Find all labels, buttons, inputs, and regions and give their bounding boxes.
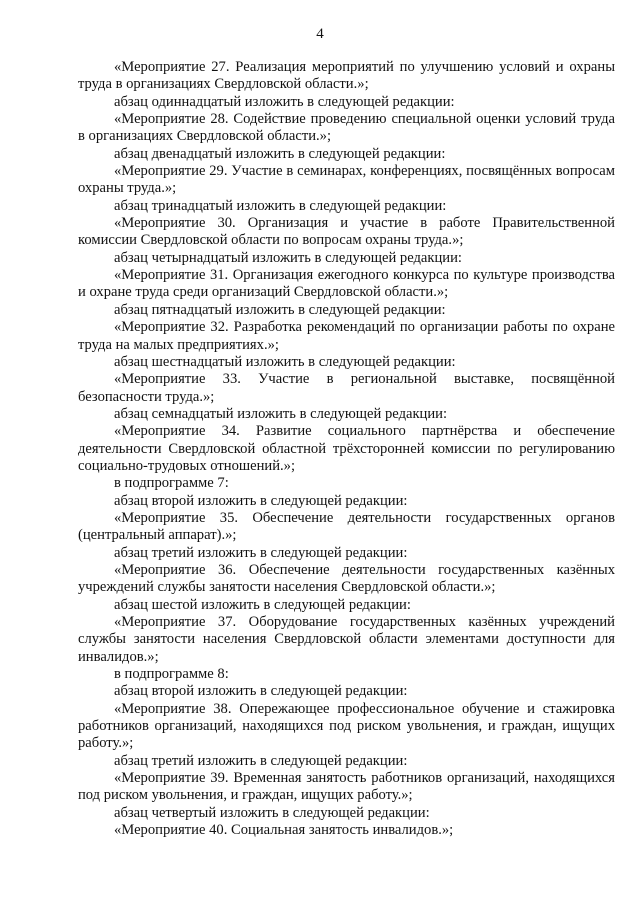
paragraph-measure-39: «Мероприятие 39. Временная занятость работников организаций, находящихся под риском увольнения, и граждан, ищущих работу.»; [78,770,615,804]
paragraph-measure-37: «Мероприятие 37. Оборудование государственных казённых учреждений службы занятости населения Свердловской области элементами доступности для инвалидов.»; [78,614,615,665]
paragraph-measure-27: «Мероприятие 27. Реализация мероприятий по улучшению условий и охраны труда в организациях Свердловской области.»; [78,59,615,93]
paragraph-subprogram-8: в подпрограмме 8: [114,666,229,683]
paragraph-subprogram-7: в подпрограмме 7: [114,475,229,492]
paragraph-amendment: абзац третий изложить в следующей редакции: [114,752,408,769]
paragraph-amendment: абзац тринадцатый изложить в следующей редакции: [114,197,447,214]
paragraph-measure-34: «Мероприятие 34. Развитие социального партнёрства и обеспечение деятельности Свердловской областной трёхсторонней комиссии по регулированию социально-трудовых отношений.»; [78,423,615,474]
paragraph-measure-29: «Мероприятие 29. Участие в семинарах, конференциях, посвящённых вопросам охраны труда.»; [78,163,615,197]
paragraph-amendment: абзац шестнадцатый изложить в следующей редакции: [114,353,456,370]
paragraph-measure-36: «Мероприятие 36. Обеспечение деятельности государственных казённых учреждений службы занятости населения Свердловской области.»; [78,561,615,596]
paragraph-measure-40: «Мероприятие 40. Социальная занятость инвалидов.»; [114,822,454,839]
paragraph-measure-28: «Мероприятие 28. Содействие проведению специальной оценки условий труда в организациях Свердловской области.»; [78,111,615,145]
paragraph-measure-35: «Мероприятие 35. Обеспечение деятельности государственных органов (центральный аппарат).»; [78,509,615,544]
paragraph-measure-32: «Мероприятие 32. Разработка рекомендаций по организации работы по охране труда на малых предприятиях.»; [78,319,615,353]
paragraph-measure-33: «Мероприятие 33. Участие в региональной выставке, посвящённой безопасности труда.»; [78,371,615,405]
paragraph-amendment: абзац семнадцатый изложить в следующей редакции: [114,405,448,422]
paragraph-amendment: абзац шестой изложить в следующей редакции: [114,596,411,613]
paragraph-amendment: абзац второй изложить в следующей редакции: [114,683,408,700]
document-body [78,59,615,839]
paragraph-amendment: абзац четырнадцатый изложить в следующей редакции: [114,249,462,266]
page-number: 4 [316,26,324,42]
paragraph-amendment: абзац четвертый изложить в следующей редакции: [114,804,430,821]
paragraph-amendment: абзац пятнадцатый изложить в следующей редакции: [114,301,446,318]
paragraph-amendment: абзац третий изложить в следующей редакции: [114,544,408,561]
paragraph-amendment: абзац двенадцатый изложить в следующей редакции: [114,145,446,162]
paragraph-measure-31: «Мероприятие 31. Организация ежегодного конкурса по культуре производства и охране труда среди организаций Свердловской области.»; [78,267,615,301]
paragraph-measure-38: «Мероприятие 38. Опережающее профессиональное обучение и стажировка работников организаций, находящихся под риском увольнения, и граждан, ищущих работу.»; [78,700,615,752]
paragraph-measure-30: «Мероприятие 30. Организация и участие в работе Правительственной комиссии Свердловской области по вопросам охраны труда.»; [78,215,615,249]
paragraph-amendment: абзац второй изложить в следующей редакции: [114,492,408,509]
paragraph-amendment: абзац одиннадцатый изложить в следующей редакции: [114,93,455,110]
